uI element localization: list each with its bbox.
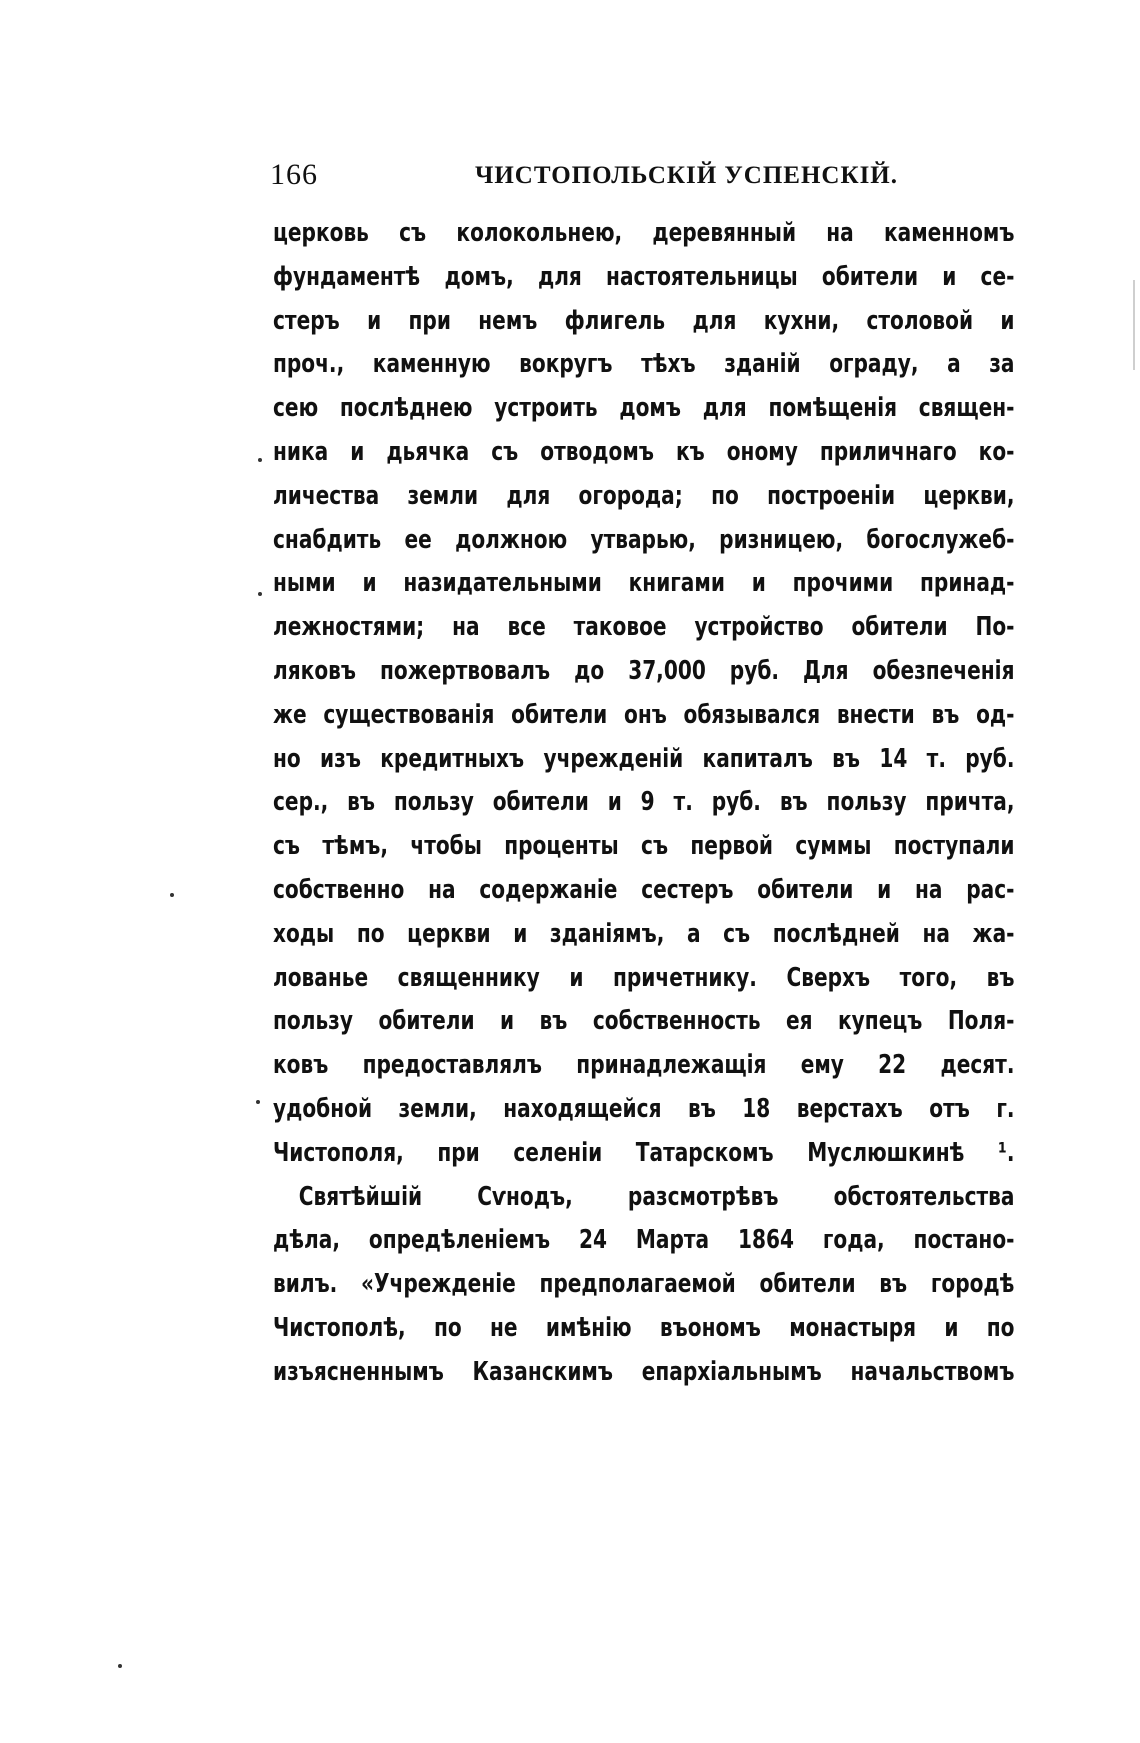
text-line: ляковъ пожертвовалъ до 37,000 руб. Для обезпеченія (273, 655, 1015, 686)
text-line: сер., въ пользу обители и 9 т. руб. въ пользу причта, (273, 787, 1015, 818)
paragraph-first-line: Святѣйшій Сѵнодъ, разсмотрѣвъ обстоятельства (298, 1181, 1015, 1212)
text-line: вилъ. «Учрежденіе предполагаемой обители въ городѣ (273, 1269, 1015, 1300)
text-line: сею послѣднею устроить домъ для помѣщенія священ- (273, 393, 1015, 424)
text-line: личества земли для огорода; по построеніи церкви, (273, 480, 1015, 511)
text-line: Чистополя, при селеніи Татарскомъ Муслюшкинѣ ¹. (273, 1137, 1015, 1168)
text-line: дѣла, опредѣленіемъ 24 Марта 1864 года, постано- (273, 1225, 1015, 1256)
text-line: церковь съ колокольнею, деревянный на каменномъ (273, 218, 1015, 248)
text-line: изъясненнымъ Казанскимъ епархіальнымъ начальствомъ (273, 1356, 1015, 1387)
text-line: съ тѣмъ, чтобы проценты съ первой суммы поступали (273, 831, 1015, 862)
page-number: 166 (270, 158, 318, 191)
text-line: лованье священнику и причетнику. Сверхъ того, въ (273, 962, 1015, 993)
text-line: удобной земли, находящейся въ 18 верстахъ отъ г. (273, 1093, 1015, 1124)
text-line: стеръ и при немъ флигель для кухни, столовой и (273, 305, 1015, 336)
scan-speck (118, 1664, 122, 1668)
scan-speck (258, 592, 262, 596)
text-line: собственно на содержаніе сестеръ обители и на рас- (273, 874, 1015, 905)
running-header (270, 158, 1020, 198)
text-line: лежностями; на все таковое устройство обители По- (273, 612, 1015, 643)
text-line: ходы по церкви и зданіямъ, а съ послѣдней на жа- (273, 918, 1015, 949)
text-line: Чистополѣ, по не имѣнію въономъ монастыря и по (273, 1312, 1015, 1343)
text-line: проч., каменную вокругъ тѣхъ зданій ограду, а за (273, 349, 1015, 380)
text-line: снабдить ее должною утварью, ризницею, богослужеб- (273, 524, 1015, 555)
text-line: ковъ предоставлялъ принадлежащія ему 22 десят. (273, 1050, 1015, 1081)
text-line: же существованія обители онъ обязывался внести въ од- (273, 699, 1015, 730)
text-line: ника и дьячка съ отводомъ къ оному приличнаго ко- (273, 436, 1015, 467)
text-line: фундаментѣ домъ, для настоятельницы обители и се- (273, 261, 1015, 292)
scan-speck (256, 1100, 260, 1104)
scan-speck (170, 893, 174, 897)
body-text (273, 212, 1015, 1395)
text-line: пользу обители и въ собственность ея купецъ Поля- (273, 1006, 1015, 1037)
text-line: ными и назидательными книгами и прочими принад- (273, 568, 1015, 599)
text-line: но изъ кредитныхъ учрежденій капиталъ въ 14 т. руб. (273, 743, 1015, 774)
running-title: ЧИСТОПОЛЬСКІЙ УСПЕНСКІЙ. (475, 162, 898, 189)
scan-speck (258, 458, 262, 462)
page-edge-shadow (1133, 280, 1135, 370)
